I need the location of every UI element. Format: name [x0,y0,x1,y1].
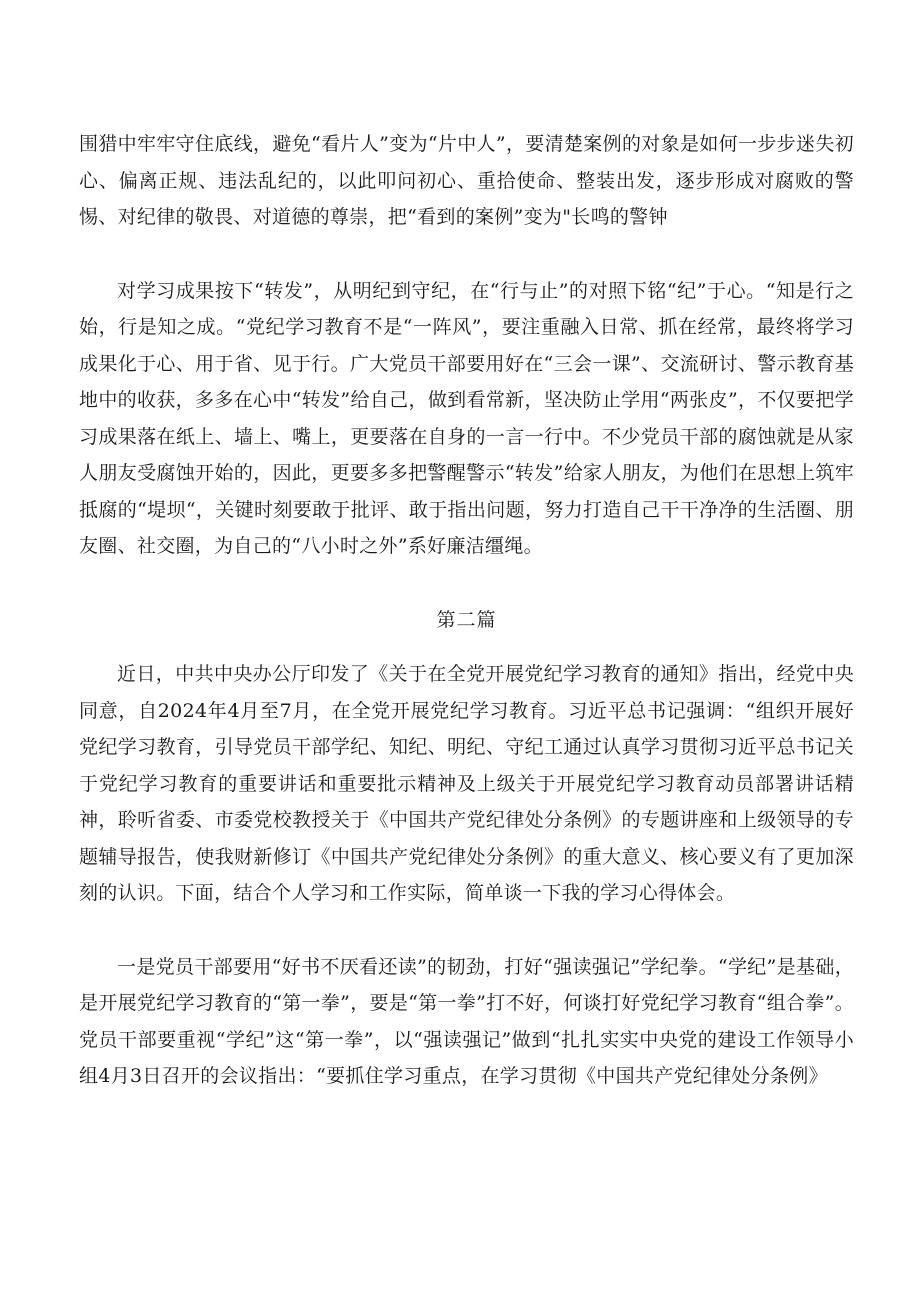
paragraph-gap [79,912,854,949]
paragraph-4: 一是党员干部要用“好书不厌看还读”的韧劲，打好“强读强记”学纪拳。“学纪”是基础，是开展党纪学习教育的“第一拳”，要是“第一拳”打不好，何谈打好党纪学习教育“组合拳”。党员干部要重视“学纪”这“第一拳”，以“强读强记”做到“扎扎实实中央党的建设工作领导小组4月3日召开的会议指出：“要抓住学习重点，在学习贯彻《中国共产党纪律处分条例》 [79,955,854,1087]
document-body [79,126,854,1095]
paragraph-2: 对学习成果按下“转发”，从明纪到守纪，在“行与止”的对照下铭“纪”于心。“知是行之始，行是知之成。“党纪学习教育不是“一阵风”，要注重融入日常、抓在经常，最终将学习成果化于心、用于省、见于行。广大党员干部要用好在“三会一课”、交流研讨、警示教育基地中的收获，多多在心中“转发”给自己，做到看常新，坚决防止学用“两张皮”，不仅要把学习成果落在纸上、墙上、嘴上，更要落在自身的一言一行中。不少党员干部的腐蚀就是从家人朋友受腐蚀开始的，因此，更要多多把警醒警示“转发”给家人朋友，为他们在思想上筑牢抵腐的“堤坝“，关键时刻要敢于批评、敢于指出问题，努力打造自己干干净净的生活圈、朋友圈、社交圈，为自己的“八小时之外”系好廉洁缰绳。 [79,279,854,557]
paragraph-gap [79,236,854,273]
paragraph-gap [79,565,854,602]
section-heading: 第二篇 [436,608,497,631]
paragraph-1: 围猎中牢牢守住底线，避免“看片人”变为“片中人”，要清楚案例的对象是如何一步步迷失初心、偏离正规、违法乱纪的，以此叩问初心、重拾使命、整装出发，逐步形成对腐败的警惕、对纪律的敬畏、对道德的尊崇，把“看到的案例”变为"长鸣的警钟 [79,133,854,228]
paragraph-gap [79,638,854,656]
paragraph-3: 近日，中共中央办公厅印发了《关于在全党开展党纪学习教育的通知》指出，经党中央同意，自2024年4月至7月，在全党开展党纪学习教育。习近平总书记强调：“组织开展好党纪学习教育，引导党员干部学纪、知纪、明纪、守纪工通过认真学习贯彻习近平总书记关于党纪学习教育的重要讲话和重要批示精神及上级关于开展党纪学习教育动员部署讲话精神，聆听省委、市委党校教授关于《中国共产党纪律处分条例》的专题讲座和上级领导的专题辅导报告，使我财新修订《中国共产党纪律处分条例》的重大意义、核心要义有了更加深刻的认识。下面，结合个人学习和工作实际，简单谈一下我的学习心得体会。 [79,663,854,904]
